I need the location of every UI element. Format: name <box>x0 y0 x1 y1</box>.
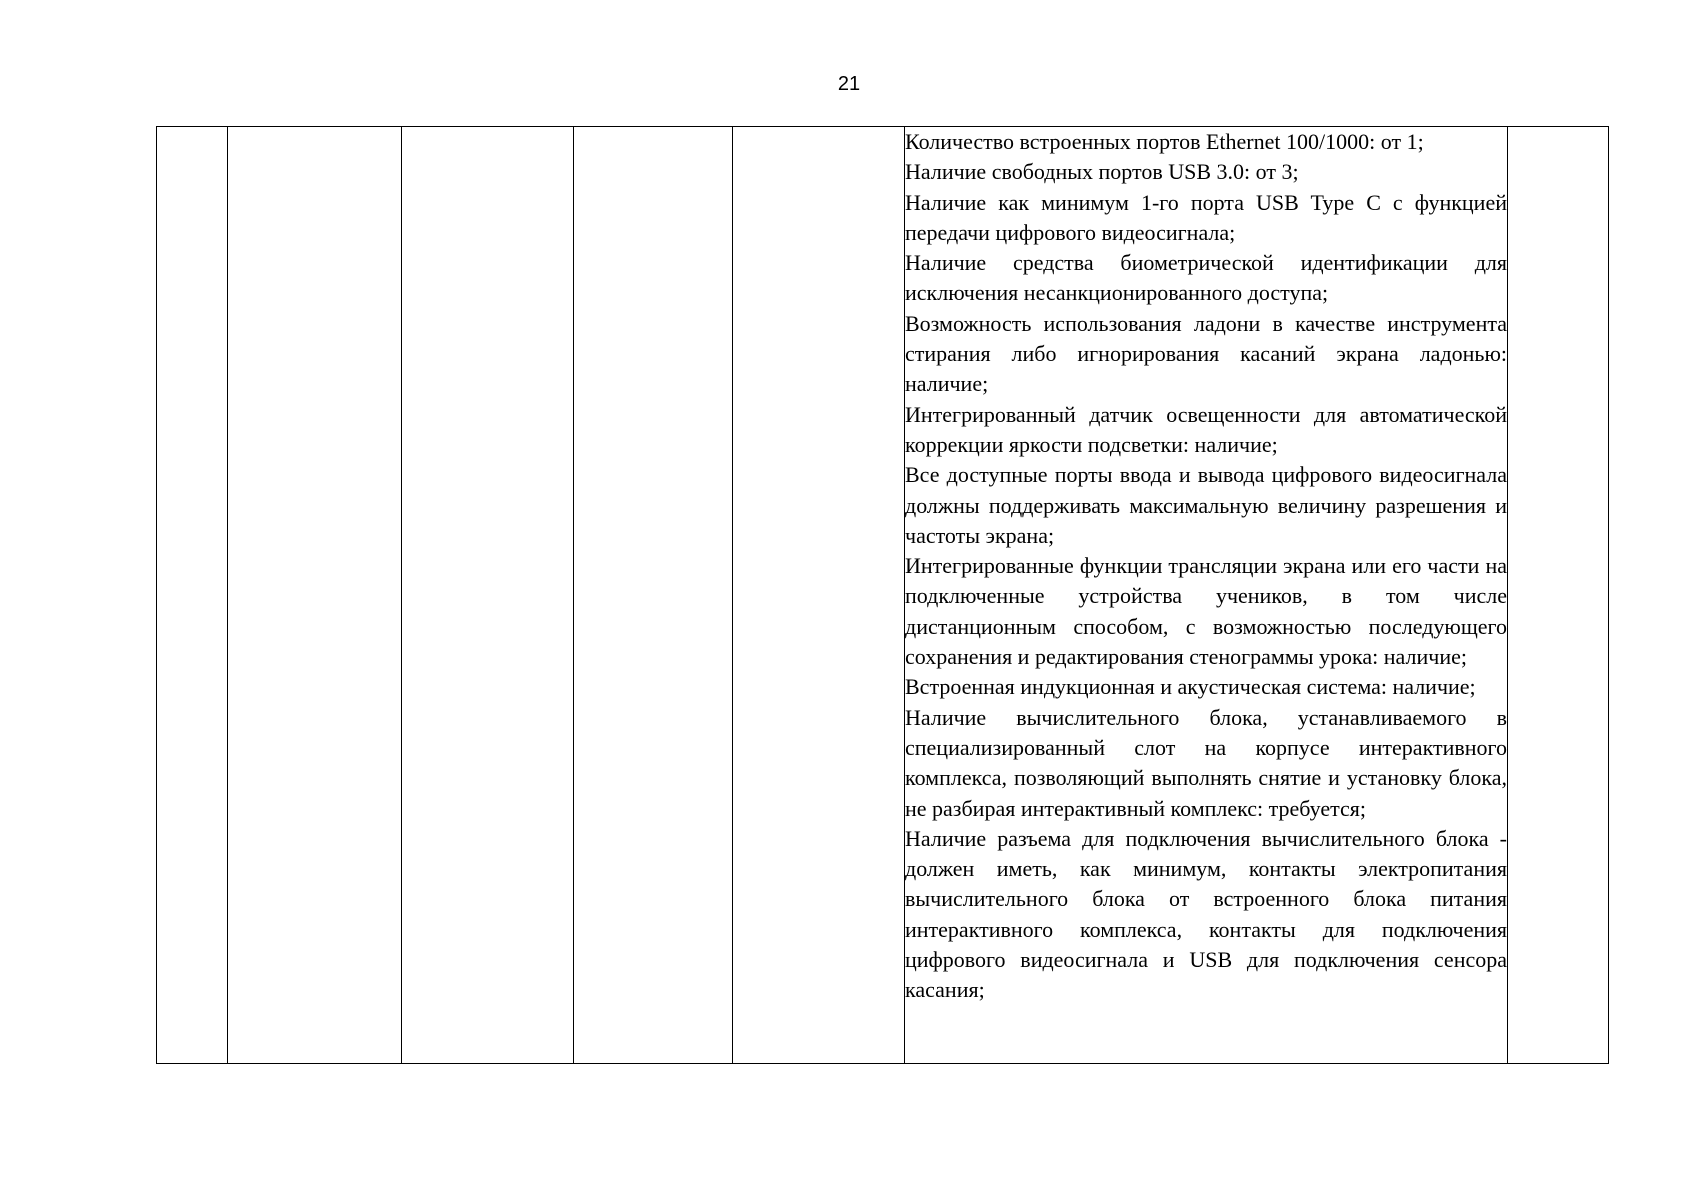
spec-item: Все доступные порты ввода и вывода цифрового видеосигнала должны поддерживать максимальную величину разрешения и частоты экрана; <box>905 462 1507 548</box>
table-row <box>157 127 1609 1064</box>
spec-item: Интегрированный датчик освещенности для автоматической коррекции яркости подсветки: наличие; <box>905 401 1507 457</box>
specification-table <box>156 126 1609 1064</box>
specification-cell <box>905 127 1508 1064</box>
spec-item: Наличие вычислительного блока, устанавливаемого в специализированный слот на корпусе интерактивного комплекса, позволяющий выполнять снятие и установку блока, не разбирая интерактивный комплекс: требуется; <box>905 704 1507 821</box>
spec-item: Встроенная индукционная и акустическая система: наличие; <box>905 674 1476 700</box>
empty-cell-2 <box>228 127 402 1064</box>
spec-item: Интегрированные функции трансляции экрана или его части на подключенные устройства учеников, в том числе дистанционным способом, с возможностью последующего сохранения и редактирования стенограммы урока: наличие; <box>905 553 1507 670</box>
empty-cell-1 <box>157 127 228 1064</box>
spec-item: Наличие средства биометрической идентификации для исключения несанкционированного доступа; <box>905 250 1507 306</box>
empty-cell-4 <box>574 127 733 1064</box>
spec-item: Наличие свободных портов USB 3.0: от 3; <box>905 159 1299 185</box>
spec-item: Наличие разъема для подключения вычислительного блока - должен иметь, как минимум, контакты электропитания вычислительного блока от встроенного блока питания интерактивного комплекса, контакты для подключения цифрового видеосигнала и USB для подключения сенсора касания; <box>905 825 1507 1003</box>
spec-item: Наличие как минимум 1-го порта USB Type C с функцией передачи цифрового видеосигнала; <box>905 189 1507 245</box>
empty-cell-3 <box>402 127 574 1064</box>
empty-cell-5 <box>733 127 905 1064</box>
spec-item: Возможность использования ладони в качестве инструмента стирания либо игнорирования касаний экрана ладонью: наличие; <box>905 310 1507 397</box>
spec-item: Количество встроенных портов Ethernet 100/1000: от 1; <box>905 129 1424 154</box>
empty-cell-7 <box>1508 127 1609 1064</box>
page-number: 21 <box>837 73 861 95</box>
